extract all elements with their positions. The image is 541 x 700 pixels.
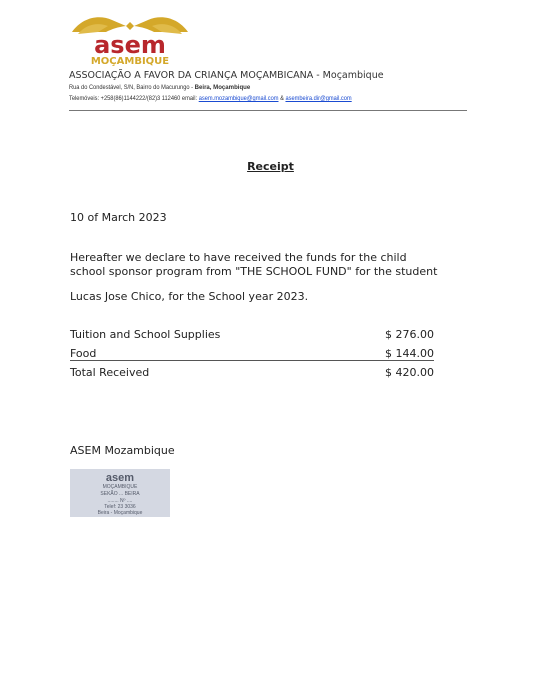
contact-line [69, 95, 352, 102]
header-divider [69, 110, 467, 111]
official-stamp [70, 469, 170, 517]
stamp-line: SEKÃO ... BEIRA [100, 491, 140, 497]
signature-name: ASEM Mozambique [70, 444, 175, 457]
address-city: Beira, Moçambique [194, 84, 251, 91]
line-item-amount: $ 276.00 [385, 328, 434, 341]
logo-subtext: MOÇAMBIQUE [90, 56, 170, 66]
student-paragraph: Lucas Jose Chico, for the School year 2023. [70, 290, 309, 303]
line-item [70, 347, 434, 361]
email-link-2[interactable]: asembeira.dir@gmail.com [285, 95, 352, 102]
line-item-amount: $ 144.00 [385, 347, 434, 360]
email-link-1[interactable]: asem.mozambique@gmail.com [198, 95, 279, 102]
stamp-line: MOÇAMBIQUE [102, 484, 138, 490]
logo-wordmark: asem [94, 31, 166, 59]
organization-name: ASSOCIAÇÃO A FAVOR DA CRIANÇA MOÇAMBICANA - Moçambique [69, 70, 384, 81]
phones-text: Telemóveis: +258(86)1144222/(82)3 112460 email: [69, 95, 199, 102]
total-label: Total Received [70, 366, 150, 379]
total-amount: $ 420.00 [385, 366, 434, 379]
declaration-paragraph: Hereafter we declare to have received the funds for the child school sponsor program from "THE SCHOOL FUND" for the student [70, 251, 438, 278]
address-line [69, 84, 250, 91]
receipt-title: Receipt [247, 160, 294, 173]
total-row [70, 366, 434, 382]
stamp-line: ........ Nº .... [107, 498, 133, 504]
stamp-line: Beira - Moçambique [97, 510, 143, 516]
line-item [70, 328, 434, 344]
receipt-date: 10 of March 2023 [70, 211, 167, 224]
address-text: Rua do Condestável, S/N, Bairro do Macurungo - [69, 84, 195, 91]
stamp-line: Telef: 23 3036 [104, 504, 136, 510]
line-item-label: Tuition and School Supplies [70, 328, 221, 341]
line-item-label: Food [70, 347, 97, 360]
stamp-line: asem [105, 472, 135, 484]
asem-logo [68, 10, 192, 66]
email-separator: & [278, 95, 286, 102]
